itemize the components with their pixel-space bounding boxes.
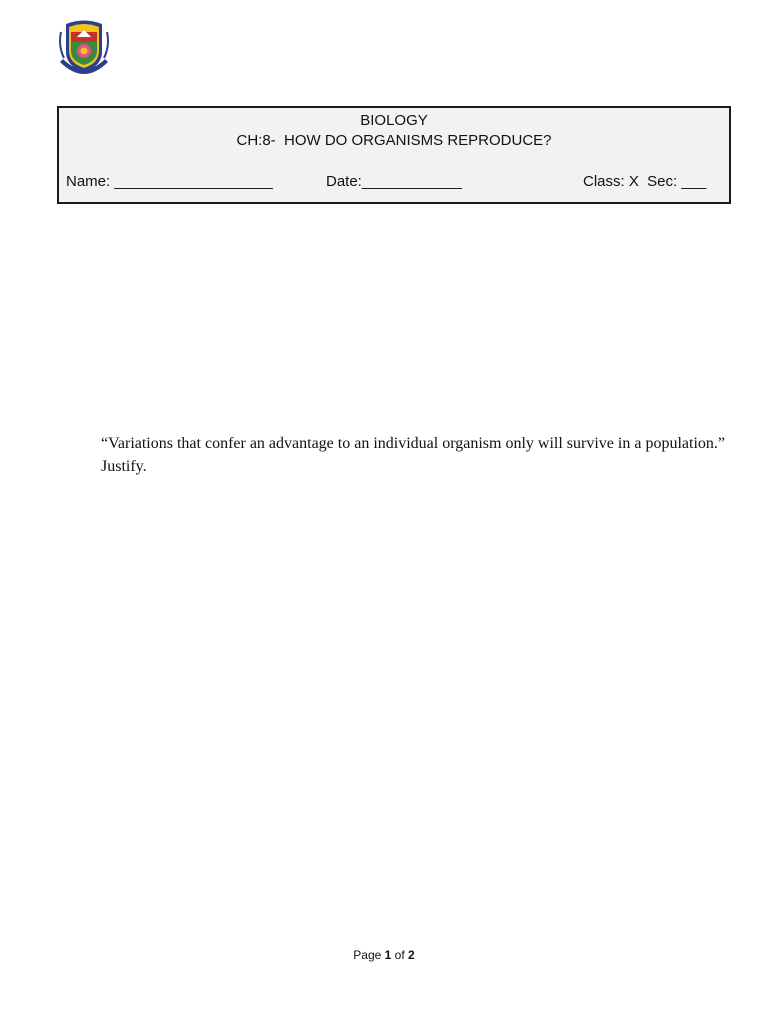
name-field: Name: ___________________ — [66, 173, 273, 190]
page-number — [0, 946, 768, 964]
question-text: “Variations that confer an advantage to an individual organism only will survive in a population.” Justify. — [101, 435, 725, 475]
of-label: of — [394, 948, 405, 962]
school-crest-icon — [58, 18, 110, 76]
chapter-title: CH:8- HOW DO ORGANISMS REPRODUCE? — [236, 132, 552, 149]
class-section-field: Class: X Sec: ___ — [583, 173, 707, 190]
page-total: 2 — [408, 948, 415, 962]
page-label: Page — [353, 948, 382, 962]
worksheet-header — [57, 106, 731, 204]
subject-title: BIOLOGY — [360, 112, 428, 129]
page-current: 1 — [384, 948, 392, 962]
date-field: Date:____________ — [326, 173, 462, 190]
